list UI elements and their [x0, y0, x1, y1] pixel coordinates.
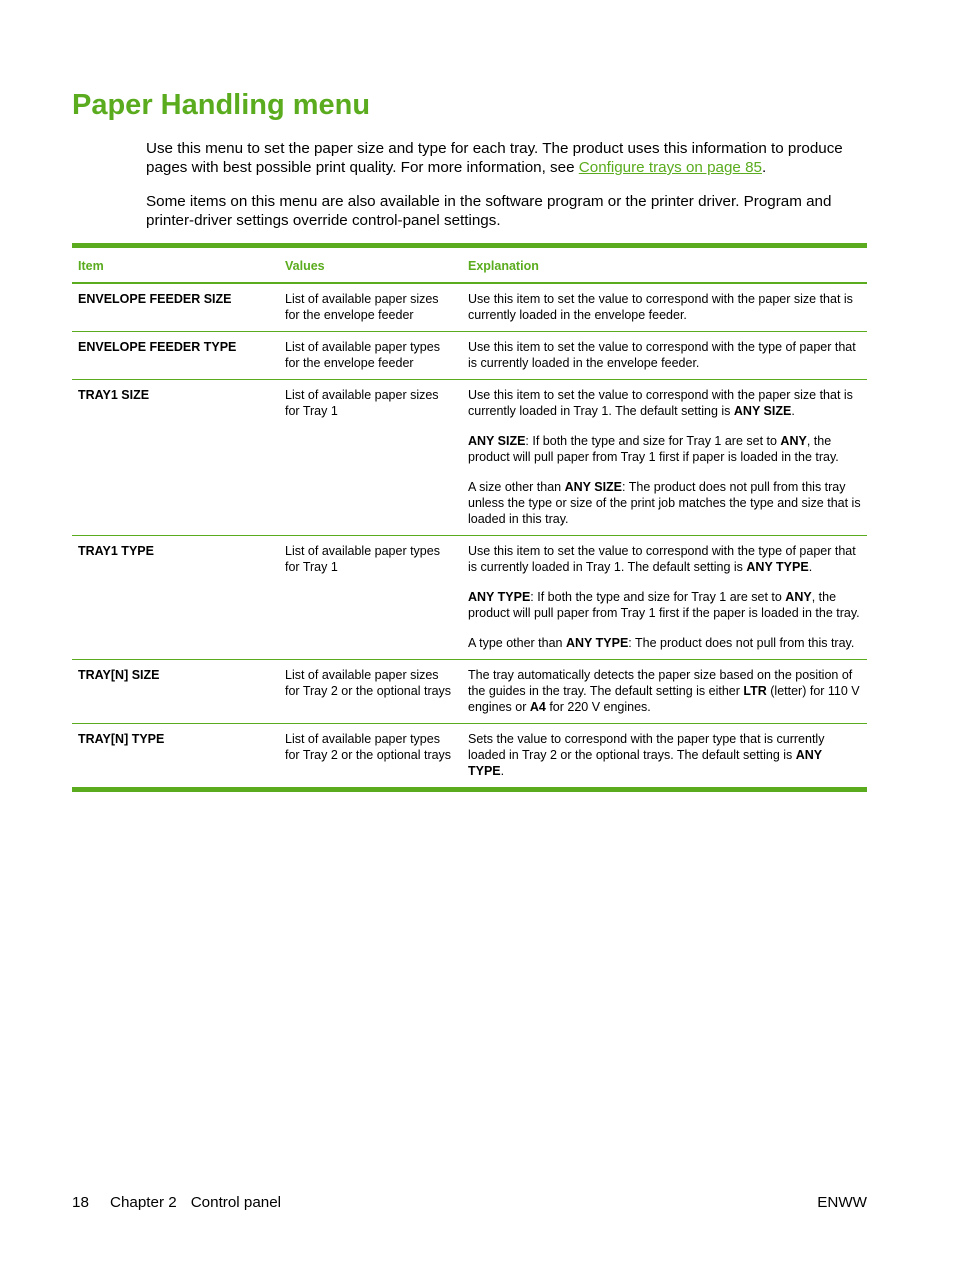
- setting-keyword: ANY: [785, 590, 812, 604]
- footer-enww: ENWW: [817, 1194, 867, 1211]
- cell-item: ENVELOPE FEEDER SIZE: [72, 283, 279, 332]
- setting-keyword: ANY: [780, 434, 807, 448]
- explanation-paragraph: [468, 339, 861, 371]
- cell-item: TRAY1 SIZE: [72, 380, 279, 536]
- explanation-paragraph: [468, 543, 861, 575]
- explanation-text: : If both the type and size for Tray 1 are set to: [530, 590, 786, 604]
- explanation-paragraph: [468, 387, 861, 419]
- cell-item: TRAY1 TYPE: [72, 536, 279, 660]
- explanation-paragraph: [468, 291, 861, 323]
- column-header-item: Item: [72, 246, 279, 284]
- setting-keyword: ANY SIZE: [733, 404, 792, 418]
- explanation-text: , the product will pull paper from Tray 1 first if paper is loaded in the tray.: [468, 434, 839, 464]
- column-header-values: Values: [279, 246, 462, 284]
- setting-keyword: ANY TYPE: [468, 590, 531, 604]
- explanation-text: Use this item to set the value to correspond with the paper size that is currently loaded in Tray 1. The default setting is: [468, 388, 853, 418]
- cell-item: TRAY[N] SIZE: [72, 660, 279, 724]
- explanation-paragraph: [468, 589, 861, 621]
- table-row: [72, 283, 867, 332]
- intro-text-end: .: [762, 159, 767, 176]
- explanation-text: for 220 V engines.: [545, 700, 651, 714]
- table-row: [72, 380, 867, 536]
- explanation-text: (letter) for 110 V engines or: [468, 684, 860, 714]
- footer-section: Control panel: [190, 1194, 282, 1211]
- explanation-paragraph: [468, 635, 861, 651]
- setting-keyword: ANY SIZE: [468, 434, 526, 448]
- explanation-text: .: [791, 404, 795, 418]
- explanation-text: The tray automatically detects the paper size based on the position of the guides in the tray. The default setting is either: [468, 668, 853, 698]
- cell-item: TRAY[N] TYPE: [78, 732, 165, 746]
- explanation-text: Use this item to set the value to correspond with the type of paper that is currently loaded in Tray 1. The default setting is: [468, 544, 856, 574]
- explanation-paragraph: [468, 479, 861, 527]
- table-row: [72, 724, 867, 790]
- table-row: [72, 536, 867, 660]
- setting-keyword: A4: [529, 700, 546, 714]
- explanation-text: .: [500, 764, 505, 778]
- page-footer: [72, 1193, 867, 1212]
- cell-explanation: [462, 332, 867, 380]
- cell-values: List of available paper sizes for the envelope feeder: [279, 283, 462, 332]
- cell-explanation: [462, 283, 867, 332]
- cell-explanation: [462, 380, 867, 536]
- explanation-text: A type other than: [468, 636, 566, 650]
- page-title: Paper Handling menu: [72, 89, 371, 121]
- explanation-text: , the product will pull paper from Tray 1 first if the paper is loaded in the tray.: [468, 590, 860, 620]
- table-row: [72, 332, 867, 380]
- cell-explanation: [462, 724, 867, 790]
- explanation-paragraph: [468, 667, 861, 715]
- explanation-text: : The product does not pull from this tray.: [628, 636, 855, 650]
- cell-values: List of available paper types for Tray 2 or the optional trays: [285, 732, 452, 762]
- explanation-text: : The product does not pull from this tray unless the type or size of the print job matches the type and size that is loaded in this tray.: [468, 480, 861, 526]
- cell-values: List of available paper sizes for Tray 2 or the optional trays: [279, 660, 462, 724]
- configure-trays-link[interactable]: Configure trays on page 85: [578, 159, 762, 176]
- setting-keyword: LTR: [743, 684, 767, 698]
- setting-keyword: ANY TYPE: [566, 636, 629, 650]
- explanation-text: A size other than: [468, 480, 565, 494]
- setting-keyword: ANY TYPE: [468, 748, 822, 778]
- table-body: [72, 283, 867, 790]
- intro-paragraph-2: Some items on this menu are also available in the software program or the printer driver. Program and printer-driver settings override control-panel settings.: [146, 193, 832, 229]
- column-header-explanation: Explanation: [462, 246, 867, 284]
- explanation-text: : If both the type and size for Tray 1 are set to: [525, 434, 781, 448]
- setting-keyword: ANY SIZE: [564, 480, 623, 494]
- cell-values: List of available paper types for the envelope feeder: [279, 332, 462, 380]
- explanation-paragraph: [468, 433, 861, 465]
- intro-text: Use this menu to set the paper size and type for each tray. The product uses this information to produce pages with best possible print quality. For more information, see: [146, 140, 843, 176]
- cell-explanation: [462, 660, 867, 724]
- cell-explanation: [462, 536, 867, 660]
- intro-paragraph-1: [146, 139, 870, 177]
- cell-values: List of available paper types for Tray 1: [279, 536, 462, 660]
- table-row: [72, 660, 867, 724]
- table-header-row: [72, 246, 867, 284]
- footer-chapter: Chapter 2: [110, 1194, 177, 1211]
- cell-item: ENVELOPE FEEDER TYPE: [72, 332, 279, 380]
- setting-keyword: ANY TYPE: [746, 560, 809, 574]
- explanation-text: Use this item to set the value to correspond with the type of paper that is currently loaded in the envelope feeder.: [468, 340, 856, 370]
- explanation-text: Use this item to set the value to correspond with the paper size that is currently loaded in the envelope feeder.: [468, 292, 853, 322]
- explanation-text: .: [808, 560, 813, 574]
- cell-values: List of available paper sizes for Tray 1: [279, 380, 462, 536]
- page-number: 18: [72, 1194, 89, 1211]
- explanation-text: Sets the value to correspond with the paper type that is currently loaded in Tray 2 or the optional trays. The default setting is: [468, 732, 825, 762]
- paper-handling-table: [72, 243, 867, 792]
- explanation-paragraph: [468, 731, 861, 779]
